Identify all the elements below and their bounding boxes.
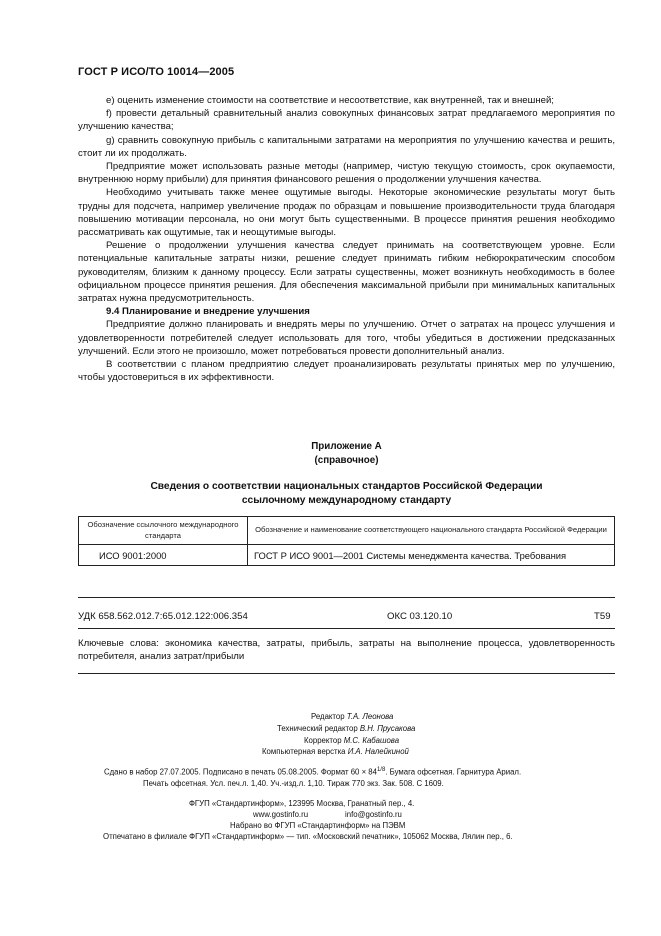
udk-code: УДК 658.562.012.7:65.012.122:006.354 bbox=[78, 611, 248, 622]
credit-role: Корректор bbox=[304, 736, 342, 745]
credit-role: Редактор bbox=[311, 712, 345, 721]
print-info-line-2: Печать офсетная. Усл. печ.л. 1,40. Уч.-изд.л. 1,10. Тираж 770 экз. Зак. 508. С 1609. bbox=[143, 779, 444, 788]
paragraph: Предприятие должно планировать и внедрять меры по улучшению. Отчет о затратах на процесс улучшения и удовлетворенности потребителей следует использовать для того, чтобы убедиться в достижении предсказанных улучшений. Если этого не произошло, может потребоваться провести дополнительный анализ. bbox=[78, 319, 615, 357]
paragraph: Необходимо учитывать также менее ощутимые выгоды. Некоторые экономические результаты могут быть трудны для подсчета, например увеличение продаж по образцам и повышение производительности труда благодаря повышению мотивации персонала, но они могут быть существенными. В процессе принятия решения необходимо рассматривать как ощутимые, так и неощутимые выгоды. bbox=[78, 187, 615, 239]
table-cell-national: ГОСТ Р ИСО 9001—2001 Системы менеджмента качества. Требования bbox=[248, 545, 615, 566]
credit-role: Компьютерная верстка bbox=[262, 747, 346, 756]
paragraph: f) провести детальный сравнительный анализ совокупных финансовых затрат предлагаемого мероприятия по улучшению качества; bbox=[78, 108, 615, 133]
credit-name: В.Н. Прусакова bbox=[359, 724, 416, 733]
publisher-website: www.gostinfo.ru bbox=[253, 810, 309, 819]
paragraph: g) сравнить совокупную прибыль с капитальными затратами на мероприятия по улучшению качества и решить, стоит ли их продолжать. bbox=[78, 134, 615, 159]
credit-name: И.А. Налейкиной bbox=[347, 747, 409, 756]
credit-proofreader bbox=[304, 735, 399, 746]
paragraph: В соответствии с планом предприятию следует проанализировать результаты принятых мер по улучшению, чтобы удостовериться в их эффективности. bbox=[78, 359, 615, 384]
table-header-national: Обозначение и наименование соответствующего национального стандарта Российской Федерации bbox=[248, 517, 615, 545]
divider bbox=[78, 673, 615, 674]
paragraph: Решение о продолжении улучшения качества следует принимать на соответствующем уровне. Если потенциальные капитальные затраты низки, решение следует принимать гибким небюрократическим способом руководителям, близким к данному процессу. Если затраты существенны, может возникнуть необходимость в более официальном процессе принятия решения. Для обеспечения максимальной прибыли при минимальных капитальных затратах нужна предусмотрительность. bbox=[78, 240, 615, 305]
print-info-line-1 bbox=[104, 765, 521, 778]
print-info-text: Сдано в набор 27.07.2005. Подписано в печать 05.08.2005. Формат 60 × 84 bbox=[104, 767, 377, 777]
section-heading: 9.4 Планирование и внедрение улучшения bbox=[106, 306, 310, 318]
format-fraction: 1/8 bbox=[376, 767, 386, 773]
paragraph: Предприятие может использовать разные методы (например, чистую текущую стоимость, срок окупаемости, внутреннюю норму прибыли) для принятия финансового решения о продолжении улучшения качества. bbox=[78, 161, 615, 186]
credit-tech-editor bbox=[277, 723, 415, 734]
credit-editor bbox=[311, 711, 393, 722]
divider bbox=[78, 597, 615, 598]
table-header-international: Обозначение ссылочного международного стандарта bbox=[79, 517, 248, 545]
publisher-typeset: Набрано во ФГУП «Стандартинформ» на ПЭВМ bbox=[230, 821, 406, 830]
credit-name: Т.А. Леонова bbox=[346, 712, 394, 721]
appendix-title: Приложение А bbox=[311, 441, 382, 452]
appendix-subtitle: (справочное) bbox=[314, 455, 379, 466]
publisher-printed: Отпечатано в филиале ФГУП «Стандартинформ» — тип. «Московский печатник», 105062 Москва, Лялин пер., 6. bbox=[103, 832, 513, 841]
credit-layout bbox=[262, 746, 409, 757]
body-text bbox=[78, 94, 615, 384]
credit-name: М.С. Кабашова bbox=[343, 736, 400, 745]
publisher-address: ФГУП «Стандартинформ», 123995 Москва, Гранатный пер., 4. bbox=[189, 799, 415, 808]
oks-code: ОКС 03.120.10 bbox=[387, 611, 453, 622]
print-info-text: . Бумага офсетная. Гарнитура Ариал. bbox=[385, 767, 522, 777]
publisher-email: info@gostinfo.ru bbox=[345, 810, 402, 819]
table-cell-international: ИСО 9001:2000 bbox=[79, 545, 248, 566]
table-row bbox=[79, 545, 615, 566]
document-header: ГОСТ Р ИСО/ТО 10014—2005 bbox=[78, 66, 235, 78]
standards-table bbox=[78, 516, 615, 566]
divider bbox=[78, 628, 615, 629]
classification-code: Т59 bbox=[594, 611, 611, 622]
credit-role: Технический редактор bbox=[277, 724, 358, 733]
appendix-heading bbox=[78, 480, 615, 508]
paragraph: e) оценить изменение стоимости на соответствие и несоответствие, как внутренней, так и внешней; bbox=[106, 95, 554, 106]
appendix-heading-text: Сведения о соответствии национальных стандартов Российской Федерации ссылочному международному стандарту bbox=[150, 481, 543, 506]
keywords: Ключевые слова: экономика качества, затраты, прибыль, затраты на выполнение процесса, удовлетворенность потребителя, анализ затрат/прибыли bbox=[78, 638, 615, 663]
